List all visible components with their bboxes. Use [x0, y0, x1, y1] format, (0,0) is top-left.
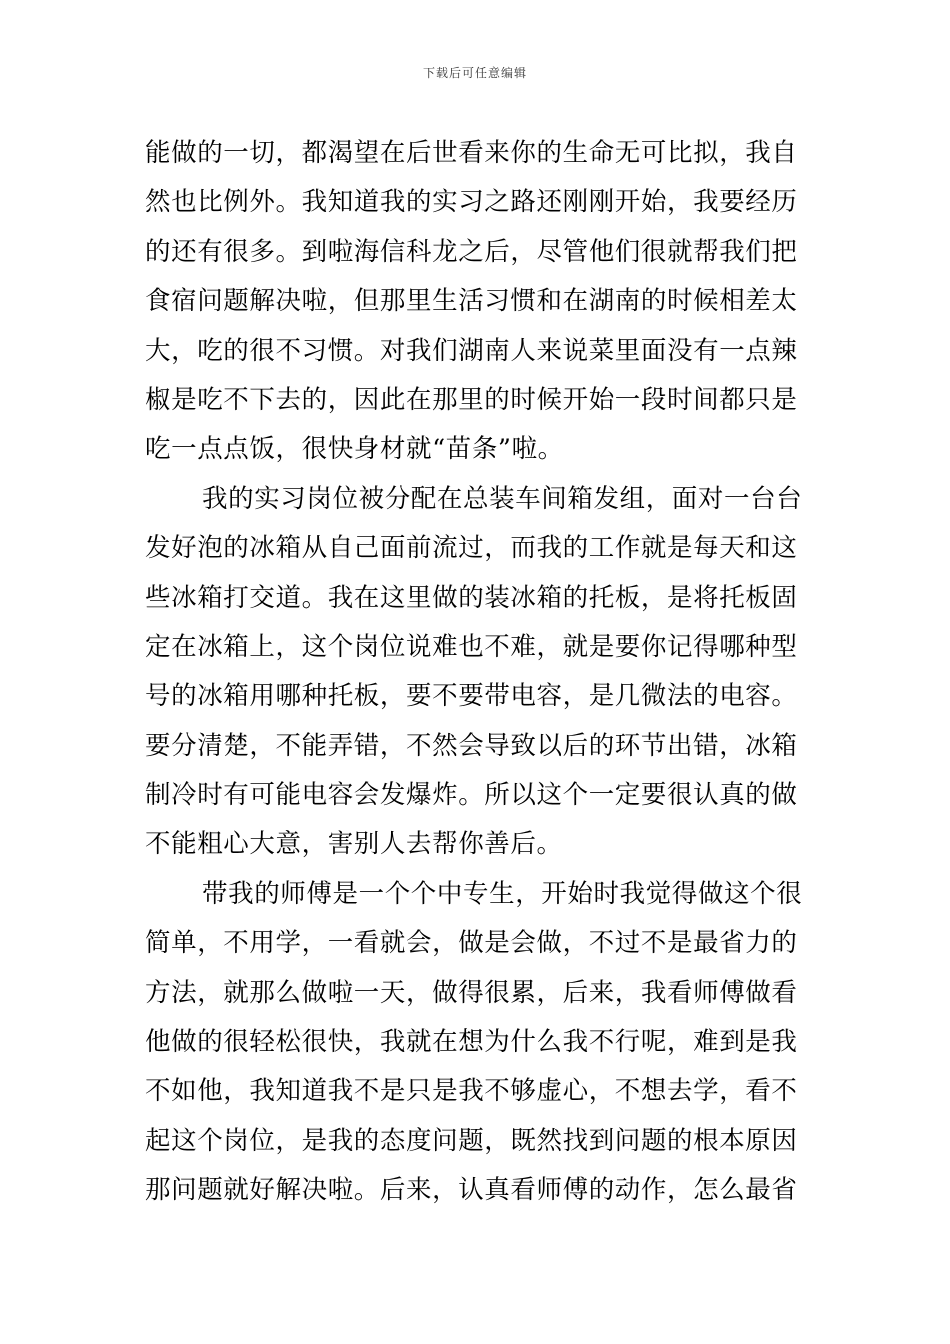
text-line: 发好泡的冰箱从自己面前流过，而我的工作就是每天和这 — [145, 533, 798, 564]
text-line: 起这个岗位，是我的态度问题，既然找到问题的根本原因 — [145, 1125, 798, 1156]
text-line: 大，吃的很不习惯。对我们湖南人来说菜里面没有一点辣 — [145, 335, 798, 366]
text-line: 的还有很多。到啦海信科龙之后，尽管他们很就帮我们把 — [145, 236, 798, 267]
paragraph-first-line: 我的实习岗位被分配在总装车间箱发组，面对一台台 — [202, 483, 803, 514]
text-line: 然也比例外。我知道我的实习之路还刚刚开始，我要经历 — [145, 187, 798, 218]
paragraph-first-line: 带我的师傅是一个个中专生，开始时我觉得做这个很 — [202, 878, 803, 909]
text-line: 些冰箱打交道。我在这里做的装冰箱的托板，是将托板固 — [145, 582, 798, 613]
text-line: 方法，就那么做啦一天，做得很累，后来，我看师傅做看 — [145, 977, 798, 1008]
text-line: 椒是吃不下去的，因此在那里的时候开始一段时间都只是 — [145, 384, 798, 415]
text-line: 不如他，我知道我不是只是我不够虚心，不想去学，看不 — [145, 1076, 798, 1107]
text-line: 他做的很轻松很快，我就在想为什么我不行呢，难到是我 — [145, 1027, 798, 1058]
text-line: 那问题就好解决啦。后来，认真看师傅的动作，怎么最省 — [145, 1175, 798, 1206]
text-line: 号的冰箱用哪种托板，要不要带电容，是几微法的电容。 — [145, 681, 798, 712]
text-line: 能做的一切，都渴望在后世看来你的生命无可比拟，我自 — [145, 138, 798, 168]
text-line: 制冷时有可能电容会发爆炸。所以这个一定要很认真的做 — [145, 780, 798, 811]
text-line: 要分清楚，不能弄错，不然会导致以后的环节出错，冰箱 — [145, 730, 798, 761]
text-line: 不能粗心大意，害别人去帮你善后。 — [145, 829, 563, 860]
text-line: 定在冰箱上，这个岗位说难也不难，就是要你记得哪种型 — [145, 631, 798, 662]
text-line: 简单，不用学，一看就会，做是会做，不过不是最省力的 — [145, 928, 798, 959]
text-line: 吃一点点饭，很快身材就“苗条”啦。 — [145, 434, 564, 465]
page-header: 下载后可任意编辑 — [422, 66, 527, 80]
document-body — [145, 129, 810, 1216]
text-line: 食宿问题解决啦，但那里生活习惯和在湖南的时候相差太 — [145, 286, 798, 317]
